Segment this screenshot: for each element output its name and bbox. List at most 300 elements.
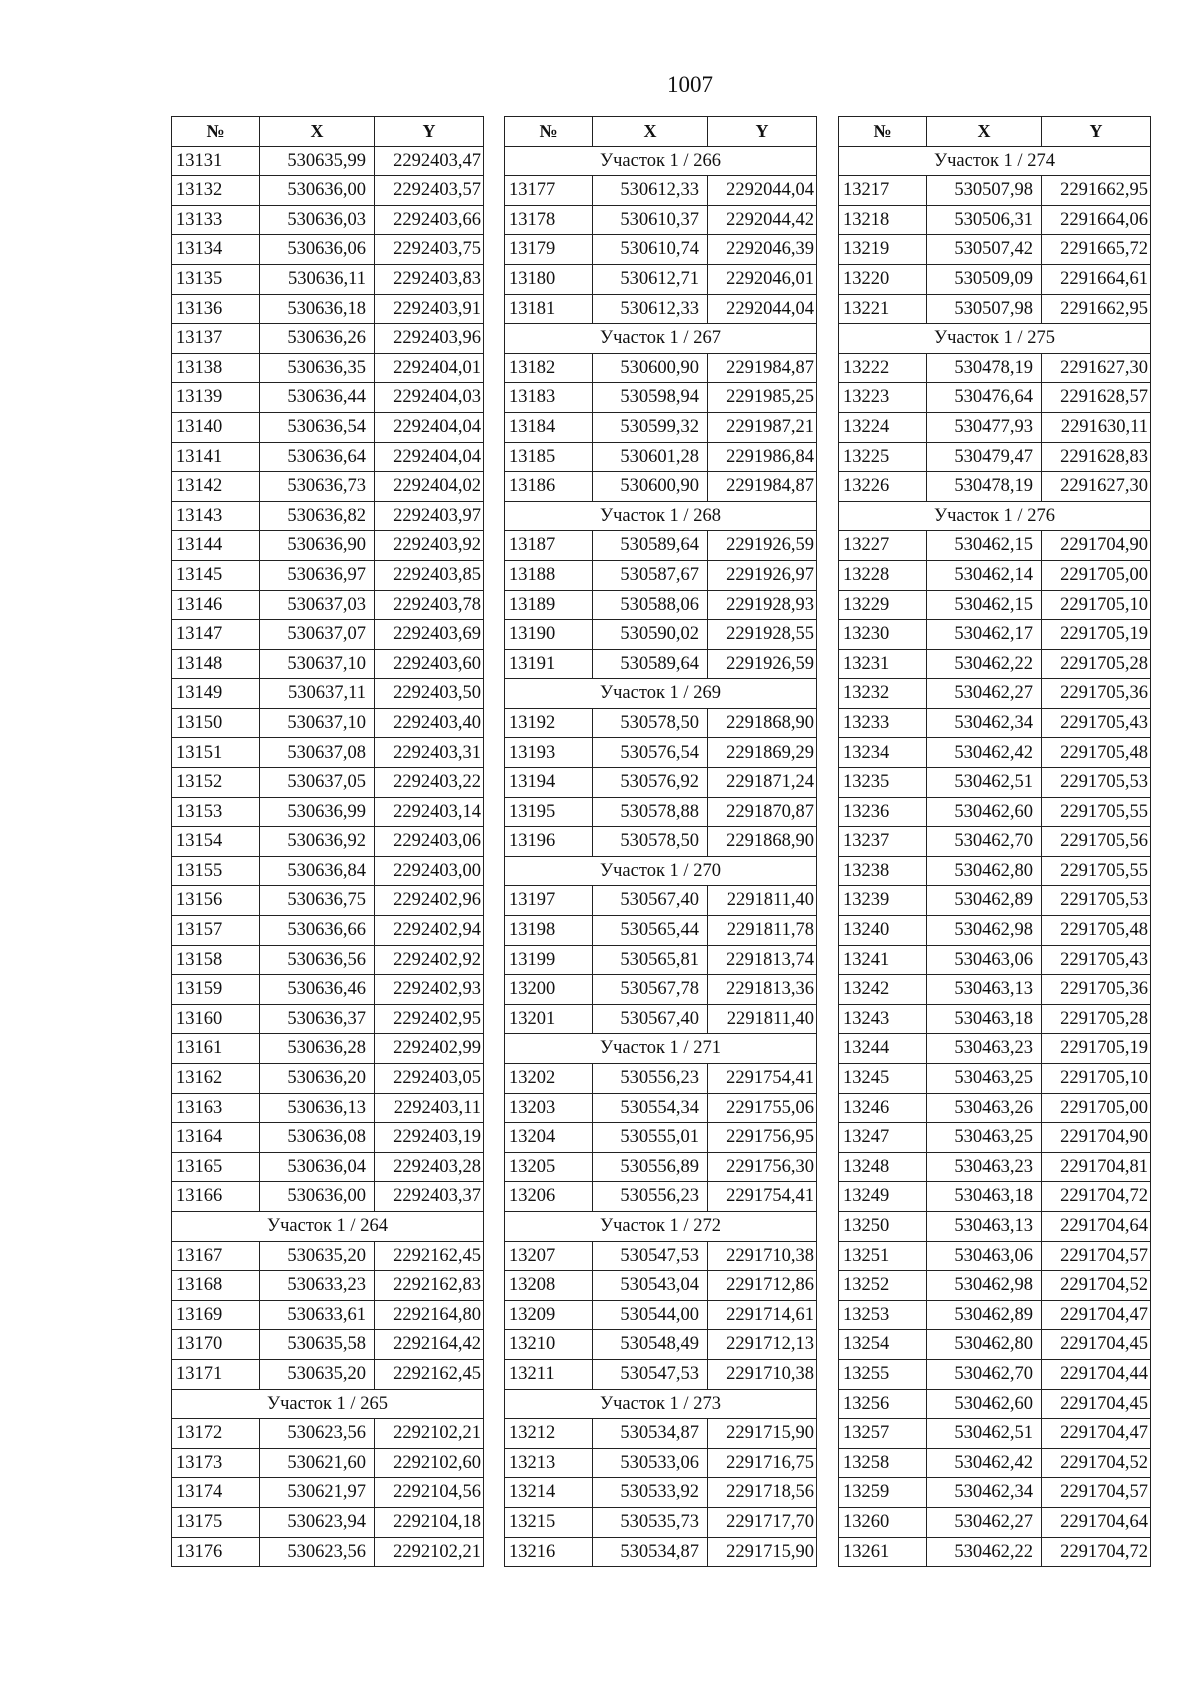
point-number: 13196: [505, 827, 593, 857]
y-coordinate: 2291813,74: [708, 945, 817, 975]
table-row: [172, 442, 484, 472]
table-row: [839, 1300, 1151, 1330]
table-row: [505, 649, 817, 679]
x-coordinate: 530462,89: [927, 886, 1042, 916]
table-row: [172, 620, 484, 650]
table-row: [172, 264, 484, 294]
header-number: №: [839, 117, 927, 147]
table-row: [839, 1478, 1151, 1508]
table-row: [505, 886, 817, 916]
point-number: 13234: [839, 738, 927, 768]
point-number: 13247: [839, 1123, 927, 1153]
table-row: [505, 1064, 817, 1094]
header-row: [172, 117, 484, 147]
section-label: Участок 1 / 270: [505, 856, 817, 886]
x-coordinate: 530462,80: [927, 856, 1042, 886]
point-number: 13240: [839, 916, 927, 946]
section-label: Участок 1 / 268: [505, 501, 817, 531]
table-row: [839, 1211, 1151, 1241]
x-coordinate: 530533,92: [593, 1478, 708, 1508]
y-coordinate: 2291704,52: [1042, 1448, 1151, 1478]
point-number: 13220: [839, 264, 927, 294]
y-coordinate: 2291755,06: [708, 1093, 817, 1123]
table-row: [505, 827, 817, 857]
point-number: 13139: [172, 383, 260, 413]
table-row: [505, 1182, 817, 1212]
table-row: [839, 590, 1151, 620]
y-coordinate: 2291704,81: [1042, 1152, 1151, 1182]
header-row: [505, 117, 817, 147]
y-coordinate: 2291705,43: [1042, 945, 1151, 975]
y-coordinate: 2291705,53: [1042, 886, 1151, 916]
coordinate-table-2: [504, 116, 817, 1567]
x-coordinate: 530636,20: [260, 1064, 375, 1094]
x-coordinate: 530636,99: [260, 797, 375, 827]
y-coordinate: 2292404,04: [375, 442, 484, 472]
point-number: 13153: [172, 797, 260, 827]
x-coordinate: 530588,06: [593, 590, 708, 620]
x-coordinate: 530578,88: [593, 797, 708, 827]
point-number: 13250: [839, 1211, 927, 1241]
point-number: 13169: [172, 1300, 260, 1330]
y-coordinate: 2292162,83: [375, 1271, 484, 1301]
section-label: Участок 1 / 276: [839, 501, 1151, 531]
y-coordinate: 2291630,11: [1042, 412, 1151, 442]
table-row: [505, 1093, 817, 1123]
section-label: Участок 1 / 272: [505, 1211, 817, 1241]
y-coordinate: 2291704,45: [1042, 1330, 1151, 1360]
x-coordinate: 530636,82: [260, 501, 375, 531]
table-row: [839, 560, 1151, 590]
y-coordinate: 2291705,19: [1042, 620, 1151, 650]
section-label: Участок 1 / 269: [505, 679, 817, 709]
x-coordinate: 530635,99: [260, 146, 375, 176]
y-coordinate: 2291628,57: [1042, 383, 1151, 413]
point-number: 13174: [172, 1478, 260, 1508]
x-coordinate: 530462,42: [927, 738, 1042, 768]
section-row: [839, 146, 1151, 176]
table-row: [172, 353, 484, 383]
table-row: [172, 738, 484, 768]
y-coordinate: 2291710,38: [708, 1359, 817, 1389]
y-coordinate: 2291871,24: [708, 768, 817, 798]
y-coordinate: 2292164,42: [375, 1330, 484, 1360]
point-number: 13256: [839, 1389, 927, 1419]
x-coordinate: 530509,09: [927, 264, 1042, 294]
table-row: [505, 1359, 817, 1389]
table-row: [172, 383, 484, 413]
point-number: 13131: [172, 146, 260, 176]
y-coordinate: 2291811,78: [708, 916, 817, 946]
point-number: 13151: [172, 738, 260, 768]
point-number: 13242: [839, 975, 927, 1005]
x-coordinate: 530598,94: [593, 383, 708, 413]
table-row: [839, 827, 1151, 857]
table-row: [505, 472, 817, 502]
y-coordinate: 2291704,47: [1042, 1300, 1151, 1330]
point-number: 13252: [839, 1271, 927, 1301]
y-coordinate: 2291756,30: [708, 1152, 817, 1182]
table-row: [839, 176, 1151, 206]
point-number: 13194: [505, 768, 593, 798]
table-row: [172, 768, 484, 798]
x-coordinate: 530462,27: [927, 1507, 1042, 1537]
table-row: [505, 620, 817, 650]
x-coordinate: 530567,78: [593, 975, 708, 1005]
table-row: [505, 1123, 817, 1153]
y-coordinate: 2291704,44: [1042, 1359, 1151, 1389]
x-coordinate: 530462,60: [927, 1389, 1042, 1419]
table-row: [172, 1064, 484, 1094]
x-coordinate: 530506,31: [927, 205, 1042, 235]
x-coordinate: 530635,20: [260, 1241, 375, 1271]
point-number: 13171: [172, 1359, 260, 1389]
table-row: [172, 1448, 484, 1478]
section-label: Участок 1 / 265: [172, 1389, 484, 1419]
point-number: 13239: [839, 886, 927, 916]
table-row: [505, 1300, 817, 1330]
section-row: [505, 1211, 817, 1241]
y-coordinate: 2292403,78: [375, 590, 484, 620]
table-row: [839, 768, 1151, 798]
x-coordinate: 530478,19: [927, 472, 1042, 502]
table-row: [839, 1241, 1151, 1271]
section-row: [839, 501, 1151, 531]
table-row: [505, 176, 817, 206]
y-coordinate: 2291712,13: [708, 1330, 817, 1360]
x-coordinate: 530477,93: [927, 412, 1042, 442]
y-coordinate: 2291704,90: [1042, 1123, 1151, 1153]
table-row: [839, 916, 1151, 946]
x-coordinate: 530462,60: [927, 797, 1042, 827]
y-coordinate: 2291664,61: [1042, 264, 1151, 294]
point-number: 13189: [505, 590, 593, 620]
x-coordinate: 530636,00: [260, 1182, 375, 1212]
point-number: 13161: [172, 1034, 260, 1064]
table-row: [172, 590, 484, 620]
table-row: [172, 501, 484, 531]
table-row: [172, 472, 484, 502]
x-coordinate: 530463,18: [927, 1004, 1042, 1034]
point-number: 13160: [172, 1004, 260, 1034]
y-coordinate: 2291704,52: [1042, 1271, 1151, 1301]
table-row: [839, 1419, 1151, 1449]
section-label: Участок 1 / 275: [839, 324, 1151, 354]
point-number: 13211: [505, 1359, 593, 1389]
point-number: 13184: [505, 412, 593, 442]
x-coordinate: 530463,25: [927, 1064, 1042, 1094]
x-coordinate: 530462,17: [927, 620, 1042, 650]
x-coordinate: 530548,49: [593, 1330, 708, 1360]
point-number: 13195: [505, 797, 593, 827]
table-row: [839, 1152, 1151, 1182]
point-number: 13217: [839, 176, 927, 206]
table-row: [839, 1507, 1151, 1537]
y-coordinate: 2291811,40: [708, 886, 817, 916]
y-coordinate: 2291718,56: [708, 1478, 817, 1508]
x-coordinate: 530462,15: [927, 590, 1042, 620]
point-number: 13216: [505, 1537, 593, 1567]
table-row: [505, 560, 817, 590]
y-coordinate: 2291928,93: [708, 590, 817, 620]
section-label: Участок 1 / 264: [172, 1211, 484, 1241]
table-row: [839, 945, 1151, 975]
table-row: [505, 916, 817, 946]
table-row: [839, 797, 1151, 827]
table-row: [172, 679, 484, 709]
y-coordinate: 2291705,36: [1042, 679, 1151, 709]
table-row: [839, 294, 1151, 324]
table-row: [839, 649, 1151, 679]
table-row: [839, 1359, 1151, 1389]
point-number: 13182: [505, 353, 593, 383]
point-number: 13188: [505, 560, 593, 590]
x-coordinate: 530534,87: [593, 1419, 708, 1449]
table-row: [172, 1330, 484, 1360]
table-row: [172, 856, 484, 886]
point-number: 13249: [839, 1182, 927, 1212]
x-coordinate: 530589,64: [593, 531, 708, 561]
y-coordinate: 2292403,31: [375, 738, 484, 768]
y-coordinate: 2292403,69: [375, 620, 484, 650]
x-coordinate: 530621,60: [260, 1448, 375, 1478]
y-coordinate: 2291627,30: [1042, 472, 1151, 502]
x-coordinate: 530507,98: [927, 176, 1042, 206]
table-row: [839, 1448, 1151, 1478]
table-row: [505, 1537, 817, 1567]
x-coordinate: 530635,58: [260, 1330, 375, 1360]
point-number: 13259: [839, 1478, 927, 1508]
point-number: 13164: [172, 1123, 260, 1153]
table-row: [172, 797, 484, 827]
x-coordinate: 530610,74: [593, 235, 708, 265]
y-coordinate: 2291868,90: [708, 708, 817, 738]
y-coordinate: 2291984,87: [708, 353, 817, 383]
table-row: [839, 1182, 1151, 1212]
table-row: [839, 1064, 1151, 1094]
section-row: [505, 501, 817, 531]
point-number: 13244: [839, 1034, 927, 1064]
point-number: 13205: [505, 1152, 593, 1182]
point-number: 13201: [505, 1004, 593, 1034]
point-number: 13193: [505, 738, 593, 768]
header-y: Y: [1042, 117, 1151, 147]
section-row: [172, 1211, 484, 1241]
y-coordinate: 2292404,02: [375, 472, 484, 502]
x-coordinate: 530600,90: [593, 472, 708, 502]
point-number: 13143: [172, 501, 260, 531]
y-coordinate: 2292404,04: [375, 412, 484, 442]
y-coordinate: 2292403,05: [375, 1064, 484, 1094]
y-coordinate: 2291987,21: [708, 412, 817, 442]
x-coordinate: 530463,13: [927, 1211, 1042, 1241]
table-row: [172, 412, 484, 442]
table-row: [505, 412, 817, 442]
y-coordinate: 2292104,18: [375, 1507, 484, 1537]
point-number: 13199: [505, 945, 593, 975]
x-coordinate: 530637,03: [260, 590, 375, 620]
point-number: 13192: [505, 708, 593, 738]
x-coordinate: 530636,97: [260, 560, 375, 590]
x-coordinate: 530636,73: [260, 472, 375, 502]
point-number: 13260: [839, 1507, 927, 1537]
y-coordinate: 2291926,97: [708, 560, 817, 590]
y-coordinate: 2291870,87: [708, 797, 817, 827]
y-coordinate: 2292404,01: [375, 353, 484, 383]
point-number: 13158: [172, 945, 260, 975]
x-coordinate: 530623,94: [260, 1507, 375, 1537]
x-coordinate: 530636,18: [260, 294, 375, 324]
x-coordinate: 530636,54: [260, 412, 375, 442]
coordinate-table-1: [171, 116, 484, 1567]
x-coordinate: 530476,64: [927, 383, 1042, 413]
table-row: [172, 1152, 484, 1182]
x-coordinate: 530462,70: [927, 827, 1042, 857]
table-row: [839, 620, 1151, 650]
x-coordinate: 530462,98: [927, 916, 1042, 946]
table-row: [172, 945, 484, 975]
table-row: [505, 590, 817, 620]
point-number: 13140: [172, 412, 260, 442]
coordinate-tables: [171, 116, 1151, 1606]
x-coordinate: 530636,08: [260, 1123, 375, 1153]
table-row: [172, 235, 484, 265]
point-number: 13248: [839, 1152, 927, 1182]
y-coordinate: 2292402,93: [375, 975, 484, 1005]
x-coordinate: 530535,73: [593, 1507, 708, 1537]
point-number: 13224: [839, 412, 927, 442]
point-number: 13179: [505, 235, 593, 265]
point-number: 13233: [839, 708, 927, 738]
x-coordinate: 530462,51: [927, 768, 1042, 798]
x-coordinate: 530463,23: [927, 1034, 1042, 1064]
y-coordinate: 2292403,00: [375, 856, 484, 886]
y-coordinate: 2291704,57: [1042, 1241, 1151, 1271]
y-coordinate: 2292403,11: [375, 1093, 484, 1123]
table-row: [172, 1507, 484, 1537]
x-coordinate: 530599,32: [593, 412, 708, 442]
x-coordinate: 530590,02: [593, 620, 708, 650]
point-number: 13203: [505, 1093, 593, 1123]
y-coordinate: 2291813,36: [708, 975, 817, 1005]
table-row: [172, 205, 484, 235]
x-coordinate: 530636,37: [260, 1004, 375, 1034]
y-coordinate: 2291811,40: [708, 1004, 817, 1034]
y-coordinate: 2292403,66: [375, 205, 484, 235]
table-row: [839, 1271, 1151, 1301]
point-number: 13225: [839, 442, 927, 472]
point-number: 13185: [505, 442, 593, 472]
x-coordinate: 530636,28: [260, 1034, 375, 1064]
x-coordinate: 530507,42: [927, 235, 1042, 265]
y-coordinate: 2291705,53: [1042, 768, 1151, 798]
x-coordinate: 530507,98: [927, 294, 1042, 324]
point-number: 13237: [839, 827, 927, 857]
point-number: 13135: [172, 264, 260, 294]
point-number: 13254: [839, 1330, 927, 1360]
x-coordinate: 530576,92: [593, 768, 708, 798]
x-coordinate: 530636,06: [260, 235, 375, 265]
table-row: [839, 264, 1151, 294]
y-coordinate: 2291705,00: [1042, 560, 1151, 590]
table-row: [839, 708, 1151, 738]
header-x: X: [927, 117, 1042, 147]
header-x: X: [593, 117, 708, 147]
y-coordinate: 2291662,95: [1042, 294, 1151, 324]
y-coordinate: 2291869,29: [708, 738, 817, 768]
table-row: [505, 235, 817, 265]
x-coordinate: 530463,23: [927, 1152, 1042, 1182]
y-coordinate: 2292402,95: [375, 1004, 484, 1034]
table-row: [505, 797, 817, 827]
x-coordinate: 530462,51: [927, 1419, 1042, 1449]
y-coordinate: 2292403,91: [375, 294, 484, 324]
x-coordinate: 530463,26: [927, 1093, 1042, 1123]
x-coordinate: 530556,89: [593, 1152, 708, 1182]
point-number: 13176: [172, 1537, 260, 1567]
x-coordinate: 530565,44: [593, 916, 708, 946]
table-row: [839, 1004, 1151, 1034]
y-coordinate: 2291704,90: [1042, 531, 1151, 561]
table-row: [172, 146, 484, 176]
point-number: 13156: [172, 886, 260, 916]
y-coordinate: 2291704,64: [1042, 1507, 1151, 1537]
table-row: [505, 1004, 817, 1034]
y-coordinate: 2292404,03: [375, 383, 484, 413]
table-row: [505, 1330, 817, 1360]
x-coordinate: 530636,13: [260, 1093, 375, 1123]
table-row: [172, 1359, 484, 1389]
table-row: [839, 353, 1151, 383]
point-number: 13173: [172, 1448, 260, 1478]
table-row: [505, 708, 817, 738]
x-coordinate: 530547,53: [593, 1241, 708, 1271]
y-coordinate: 2292403,92: [375, 531, 484, 561]
x-coordinate: 530462,22: [927, 1537, 1042, 1567]
y-coordinate: 2291705,28: [1042, 1004, 1151, 1034]
y-coordinate: 2291754,41: [708, 1064, 817, 1094]
x-coordinate: 530462,22: [927, 649, 1042, 679]
x-coordinate: 530636,00: [260, 176, 375, 206]
header-y: Y: [375, 117, 484, 147]
x-coordinate: 530534,87: [593, 1537, 708, 1567]
y-coordinate: 2291715,90: [708, 1419, 817, 1449]
point-number: 13212: [505, 1419, 593, 1449]
y-coordinate: 2291664,06: [1042, 205, 1151, 235]
point-number: 13138: [172, 353, 260, 383]
point-number: 13177: [505, 176, 593, 206]
table-row: [505, 294, 817, 324]
table-row: [172, 324, 484, 354]
y-coordinate: 2291704,72: [1042, 1182, 1151, 1212]
table-row: [172, 1300, 484, 1330]
table-row: [172, 1034, 484, 1064]
table-row: [839, 1330, 1151, 1360]
point-number: 13243: [839, 1004, 927, 1034]
y-coordinate: 2291712,86: [708, 1271, 817, 1301]
x-coordinate: 530463,13: [927, 975, 1042, 1005]
x-coordinate: 530636,64: [260, 442, 375, 472]
x-coordinate: 530600,90: [593, 353, 708, 383]
table-row: [172, 560, 484, 590]
point-number: 13154: [172, 827, 260, 857]
y-coordinate: 2292403,14: [375, 797, 484, 827]
point-number: 13148: [172, 649, 260, 679]
x-coordinate: 530543,04: [593, 1271, 708, 1301]
y-coordinate: 2291715,90: [708, 1537, 817, 1567]
x-coordinate: 530587,67: [593, 560, 708, 590]
x-coordinate: 530621,97: [260, 1478, 375, 1508]
